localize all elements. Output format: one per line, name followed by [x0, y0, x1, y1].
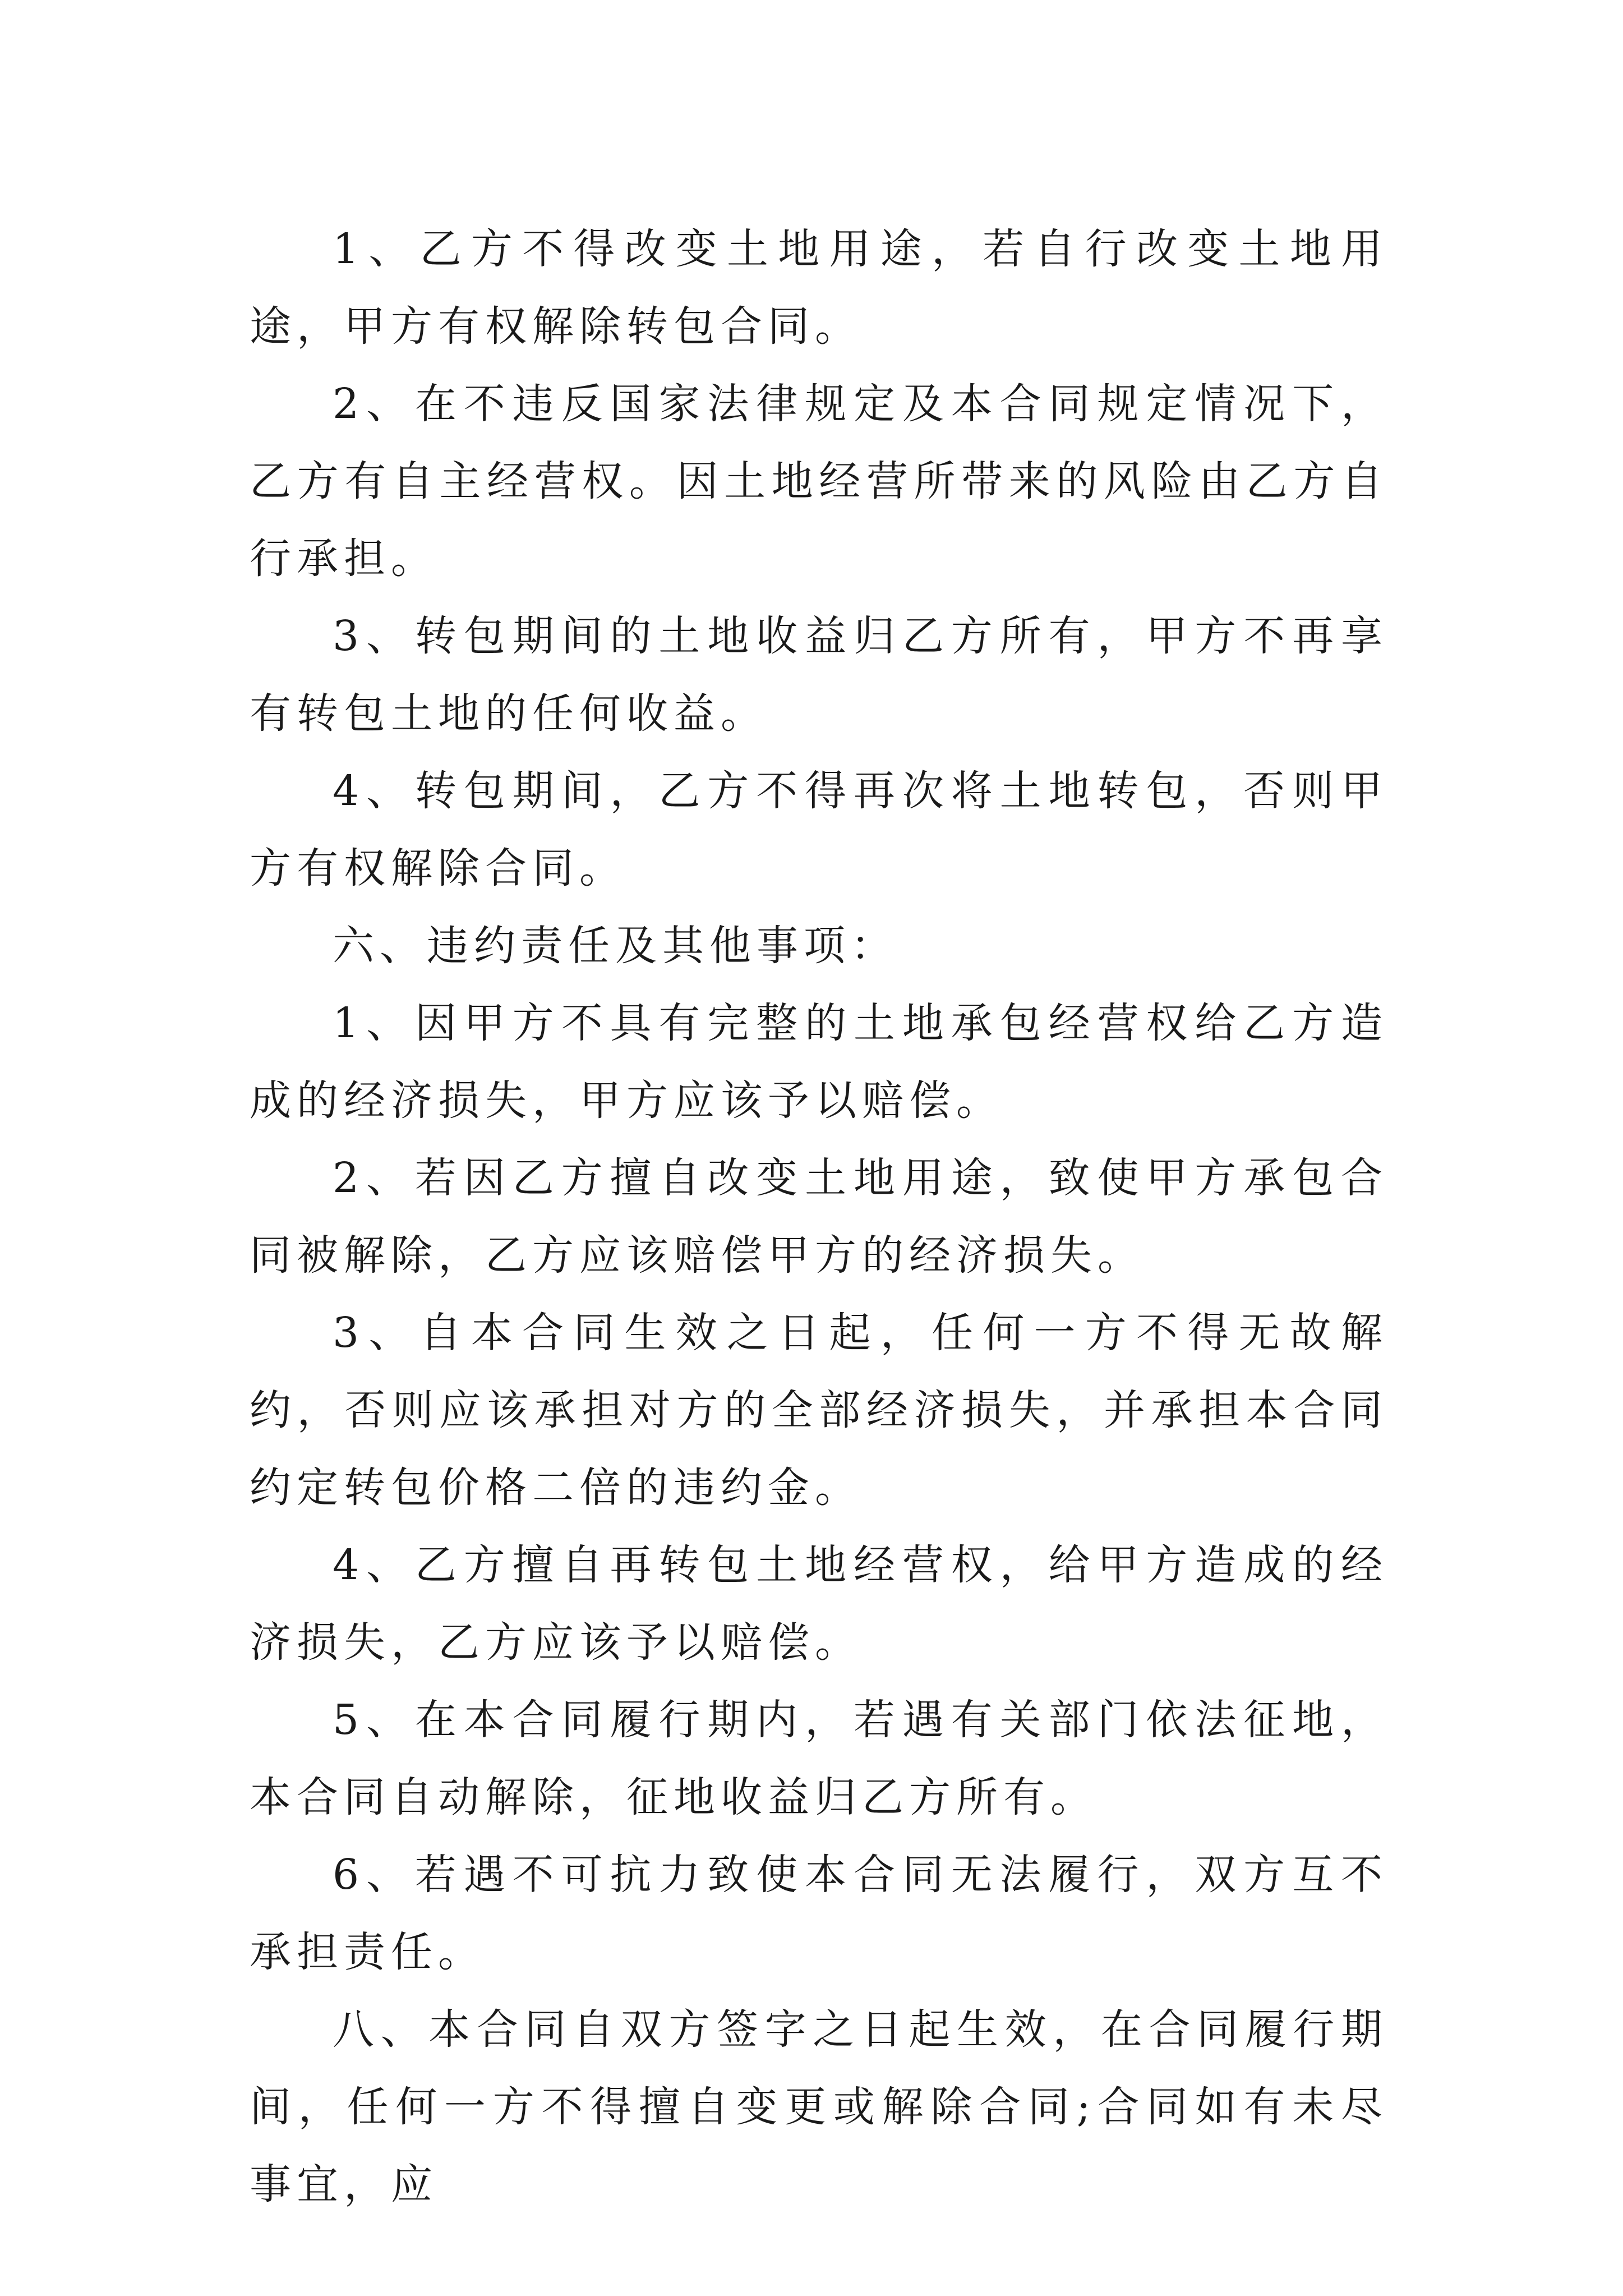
- clause-paragraph: 5、在本合同履行期内，若遇有关部门依法征地，本合同自动解除，征地收益归乙方所有。: [250, 1696, 1388, 1821]
- clause-paragraph: 4、乙方擅自再转包土地经营权，给甲方造成的经济损失，乙方应该予以赔偿。: [250, 1541, 1388, 1667]
- clause-paragraph: 1、因甲方不具有完整的土地承包经营权给乙方造成的经济损失，甲方应该予以赔偿。: [250, 999, 1388, 1125]
- clause-paragraph: 6、若遇不可抗力致使本合同无法履行，双方互不承担责任。: [250, 1851, 1388, 1976]
- section-paragraph: 八、本合同自双方签字之日起生效，在合同履行期间，任何一方不得擅自变更或解除合同;合同如有未尽事宜，应: [250, 2005, 1388, 2208]
- document-body: [250, 210, 1388, 2223]
- clause-paragraph: 3、转包期间的土地收益归乙方所有，甲方不再享有转包土地的任何收益。: [250, 612, 1388, 738]
- clause-paragraph: 2、在不违反国家法律规定及本合同规定情况下，乙方有自主经营权。因土地经营所带来的风险由乙方自行承担。: [250, 380, 1388, 583]
- clause-paragraph: 1、乙方不得改变土地用途，若自行改变土地用途，甲方有权解除转包合同。: [250, 225, 1388, 351]
- clause-paragraph: 4、转包期间，乙方不得再次将土地转包，否则甲方有权解除合同。: [250, 767, 1388, 892]
- section-heading: 六、违约责任及其他事项：: [333, 922, 898, 970]
- clause-paragraph: 2、若因乙方擅自改变土地用途，致使甲方承包合同被解除，乙方应该赔偿甲方的经济损失。: [250, 1154, 1388, 1280]
- clause-paragraph: 3、自本合同生效之日起，任何一方不得无故解约，否则应该承担对方的全部经济损失，并承担本合同约定转包价格二倍的违约金。: [250, 1309, 1388, 1512]
